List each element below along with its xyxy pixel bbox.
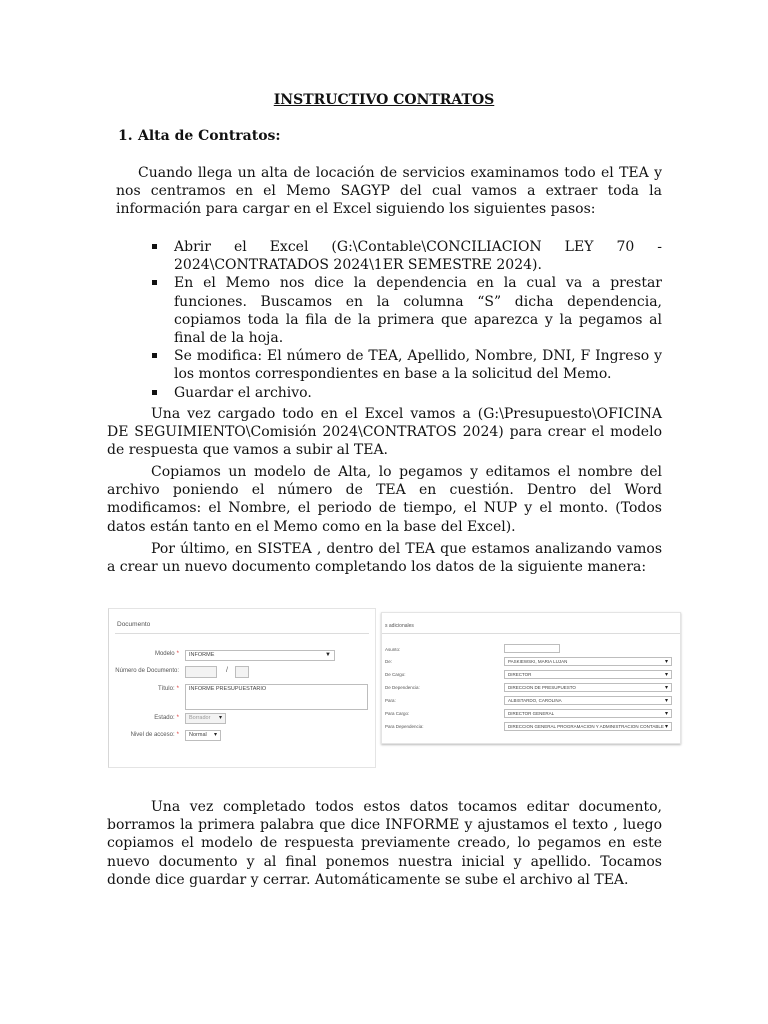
divider [115,633,369,634]
list-item-text: En el Memo nos dice la dependencia en la cual va a prestar funciones. Buscamos en la columna “S” dicha dependencia, copiamos toda la fila de la primera que aparezca y la pegamos al final de la hoja. [174,275,662,347]
nivel-acceso-select[interactable]: Normal ▾ [185,730,221,741]
paragraph-copy-model: Copiamos un modelo de Alta, lo pegamos y editamos el nombre del archivo poniendo el número de TEA en cuestión. Dentro del Word modificamos: el Nombre, el periodo de tiempo, el NUP y el monto. (Todos datos están tanto en el Memo como en la base del Excel). [107,464,662,535]
para-cargo-select[interactable]: DIRECTOR GENERAL ▾ [504,709,672,718]
nivel-acceso-label: Nivel de acceso: * [130,732,179,738]
section-heading [118,128,281,144]
square-bullet-icon [152,244,157,249]
divider [382,633,680,634]
de-cargo-label: De Cargo: [385,672,406,677]
section-title: Alta de Contratos: [138,128,281,144]
para-cargo-label: Para Cargo: [385,711,410,716]
modelo-label: Modelo * [154,651,179,657]
list-item [152,238,662,274]
de-dependencia-select[interactable]: DIRECCION DE PRESUPUESTO ▾ [504,683,672,692]
paragraph-intro: Cuando llega un alta de locación de servicios examinamos todo el TEA y nos centramos en el Memo SAGYP del cual vamos a extraer toda la información para cargar en el Excel siguiendo los siguientes pasos: [116,165,662,218]
datos-adicionales-screenshot [381,612,681,744]
paragraph-sistea: Por último, en SISTEA , dentro del TEA que estamos analizando vamos a crear un nuevo documento completando los datos de la siguiente manera: [107,541,662,576]
list-item-text: Guardar el archivo. [174,384,312,401]
chevron-down-icon: ▾ [218,715,222,721]
para-dependencia-select[interactable]: DIRECCION GENERAL PROGRAMACION Y ADMINISTRACION CONTABLE ▾ [504,722,672,731]
numero-documento-field [185,666,217,678]
documento-form-screenshot [108,608,376,768]
form-header: s adicionales [385,623,414,629]
de-select[interactable]: PASKIEWSKI, MARIA LUJAN ▾ [504,657,672,666]
square-bullet-icon [152,353,157,358]
de-dependencia-label: De Dependencia: [385,685,420,690]
numero-separator: / [226,667,228,674]
para-select[interactable]: ALBISTARDO, CAROLINA ▾ [504,696,672,705]
modelo-select[interactable]: INFORME ▼ [185,650,335,661]
numero-documento-label: Número de Documento: [115,668,179,674]
numero-documento-year-field [235,666,249,678]
chevron-down-icon: ▾ [664,685,668,691]
paragraph-final: Una vez completado todos estos datos tocamos editar documento, borramos la primera palabra que dice INFORME y ajustamos el texto , luego copiamos el modelo de respuesta previamente creado, lo pegamos en este nuevo documento y al final ponemos nuestra inicial y apellido. Tocamos donde dice guardar y cerrar. Automáticamente se sube el archivo al TEA. [107,799,662,888]
list-item [152,347,662,383]
titulo-label: Título: * [157,686,179,692]
chevron-down-icon: ▾ [664,724,668,730]
list-item [152,274,662,347]
chevron-down-icon: ▾ [664,698,668,704]
paragraph-excel-path: Una vez cargado todo en el Excel vamos a (G:\Presupuesto\OFICINA DE SEGUIMIENTO\Comisión 2024\CONTRATOS 2024) para crear el modelo de respuesta que vamos a subir al TEA. [107,406,662,459]
list-item-text: Se modifica: El número de TEA, Apellido, Nombre, DNI, F Ingreso y los montos correspondientes en base a la solicitud del Memo. [174,348,662,383]
de-cargo-select[interactable]: DIRECTOR ▾ [504,670,672,679]
asunto-input[interactable] [504,644,560,653]
chevron-down-icon: ▼ [325,652,331,658]
form-header: Documento [117,621,151,628]
document-title: INSTRUCTIVO CONTRATOS [273,92,495,108]
chevron-down-icon: ▾ [664,711,668,717]
chevron-down-icon: ▾ [664,659,668,665]
estado-select: Borrador ▾ [185,713,226,724]
chevron-down-icon: ▾ [213,732,217,738]
square-bullet-icon [152,390,157,395]
list-item-text: Abrir el Excel (G:\Contable\CONCILIACION LEY 70 - 2024\CONTRATADOS 2024\1ER SEMESTRE 2024). [174,239,662,274]
asunto-label: Asunto: [385,647,401,652]
estado-label: Estado: * [154,715,179,721]
para-label: Para: [385,698,396,703]
chevron-down-icon: ▾ [664,672,668,678]
list-item [152,384,662,402]
de-label: De: [385,659,393,664]
square-bullet-icon [152,280,157,285]
titulo-textarea[interactable]: INFORME PRESUPUESTARIO [185,684,368,710]
section-number: 1. [118,128,133,144]
steps-list [152,238,662,402]
para-dependencia-label: Para Dependencia: [385,724,424,729]
